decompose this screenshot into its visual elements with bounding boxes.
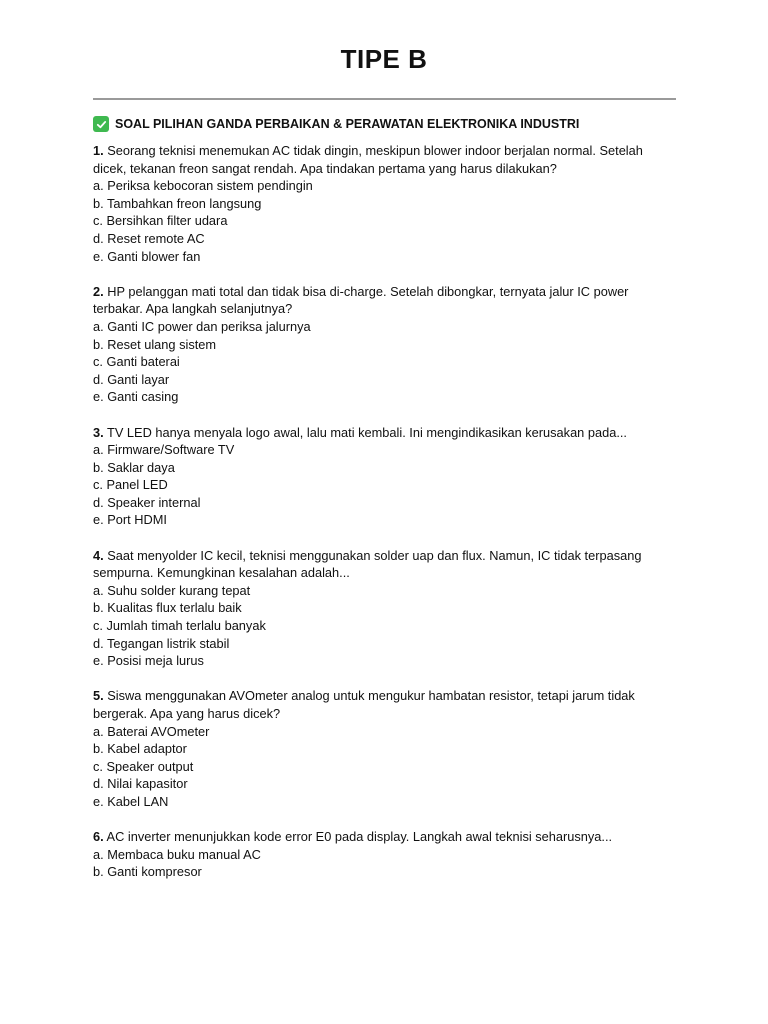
question-text bbox=[93, 283, 678, 318]
answer-option: d. Ganti layar bbox=[93, 371, 170, 387]
check-box-icon bbox=[93, 116, 109, 132]
question-stem: Seorang teknisi menemukan AC tidak dingin, meskipun blower indoor berjalan normal. Setelah dicek, tekanan freon sangat rendah. Apa tindakan pertama yang harus dilakukan? bbox=[93, 143, 643, 176]
question-stem: TV LED hanya menyala logo awal, lalu mati kembali. Ini mengindikasikan kerusakan pada... bbox=[107, 424, 627, 440]
question-text bbox=[93, 687, 678, 722]
question-text bbox=[93, 142, 678, 177]
answer-option: c. Bersihkan filter udara bbox=[93, 213, 228, 229]
question-number: 1. bbox=[93, 143, 104, 158]
answer-option: d. Reset remote AC bbox=[93, 230, 205, 246]
question-number: 2. bbox=[93, 283, 104, 299]
answer-option: a. Periksa kebocoran sistem pendingin bbox=[93, 178, 313, 194]
answer-option: e. Port HDMI bbox=[93, 512, 167, 528]
answer-option: e. Ganti casing bbox=[93, 389, 179, 405]
divider bbox=[93, 98, 676, 100]
question-number: 4. bbox=[93, 547, 104, 563]
question-stem: Saat menyolder IC kecil, teknisi menggunakan solder uap dan flux. Namun, IC tidak terpasang sempurna. Kemungkinan kesalahan adalah... bbox=[93, 547, 642, 581]
question-block bbox=[93, 687, 678, 810]
answer-option: e. Posisi meja lurus bbox=[93, 653, 204, 669]
question-text bbox=[93, 547, 678, 582]
page-title: TIPE B bbox=[340, 44, 428, 74]
answer-option: b. Ganti kompresor bbox=[93, 864, 202, 880]
answer-option: c. Panel LED bbox=[93, 477, 168, 493]
question-list bbox=[93, 142, 678, 899]
question-stem: HP pelanggan mati total dan tidak bisa di-charge. Setelah dibongkar, ternyata jalur IC power terbakar. Apa langkah selanjutnya? bbox=[93, 283, 629, 317]
question-block bbox=[93, 283, 678, 406]
answer-option: e. Ganti blower fan bbox=[93, 248, 201, 264]
answer-option: b. Reset ulang sistem bbox=[93, 336, 217, 352]
answer-option: c. Speaker output bbox=[93, 758, 194, 774]
question-block bbox=[93, 547, 678, 670]
answer-option: a. Baterai AVOmeter bbox=[93, 723, 210, 739]
question-block bbox=[93, 828, 678, 881]
question-stem: Siswa menggunakan AVOmeter analog untuk mengukur hambatan resistor, tetapi jarum tidak bergerak. Apa yang harus dicek? bbox=[93, 688, 635, 721]
answer-option: b. Saklar daya bbox=[93, 459, 175, 475]
answer-option: a. Ganti IC power dan periksa jalurnya bbox=[93, 318, 311, 334]
answer-option: a. Suhu solder kurang tepat bbox=[93, 582, 251, 598]
answer-option: d. Speaker internal bbox=[93, 494, 201, 510]
question-number: 5. bbox=[93, 688, 104, 704]
answer-option: b. Kabel adaptor bbox=[93, 741, 187, 757]
answer-option: a. Firmware/Software TV bbox=[93, 442, 235, 458]
answer-option: d. Nilai kapasitor bbox=[93, 776, 188, 792]
question-block bbox=[93, 424, 678, 530]
question-number: 3. bbox=[93, 424, 104, 440]
answer-option: a. Membaca buku manual AC bbox=[93, 846, 261, 862]
question-text bbox=[93, 424, 678, 442]
answer-option: c. Jumlah timah terlalu banyak bbox=[93, 618, 266, 634]
question-stem: AC inverter menunjukkan kode error E0 pada display. Langkah awal teknisi seharusnya... bbox=[106, 829, 613, 845]
answer-option: e. Kabel LAN bbox=[93, 793, 169, 809]
question-block bbox=[93, 142, 678, 265]
question-text bbox=[93, 828, 678, 846]
question-number: 6. bbox=[93, 829, 104, 845]
section-heading-text: SOAL PILIHAN GANDA PERBAIKAN & PERAWATAN ELEKTRONIKA INDUSTRI bbox=[115, 117, 580, 131]
answer-option: b. Kualitas flux terlalu baik bbox=[93, 600, 242, 616]
answer-option: d. Tegangan listrik stabil bbox=[93, 635, 230, 651]
section-heading bbox=[93, 116, 579, 132]
answer-option: c. Ganti baterai bbox=[93, 354, 180, 370]
answer-option: b. Tambahkan freon langsung bbox=[93, 195, 262, 211]
